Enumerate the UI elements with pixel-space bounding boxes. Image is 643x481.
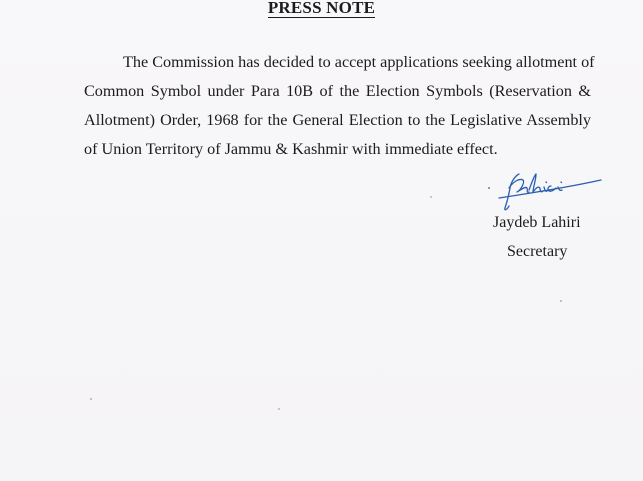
body-line-2: Common Symbol under Para 10B of the Election Symbols (Reservation &	[84, 82, 591, 100]
body-line-3: Allotment) Order, 1968 for the General Election to the Legislative Assembly	[84, 111, 591, 129]
paper-speck	[430, 196, 432, 198]
handwritten-signature	[485, 168, 605, 214]
paper-speck	[560, 300, 562, 302]
body-line-1: The Commission has decided to accept applications seeking allotment of	[123, 53, 595, 71]
paper-speck	[278, 408, 280, 410]
paper-speck	[90, 398, 92, 400]
signatory-name: Jaydeb Lahiri	[493, 214, 581, 231]
body-line-4: of Union Territory of Jammu & Kashmir with immediate effect.	[84, 140, 498, 158]
page-title	[0, 0, 643, 18]
signatory-designation: Secretary	[507, 243, 568, 260]
page-title-text: PRESS NOTE	[267, 0, 376, 17]
